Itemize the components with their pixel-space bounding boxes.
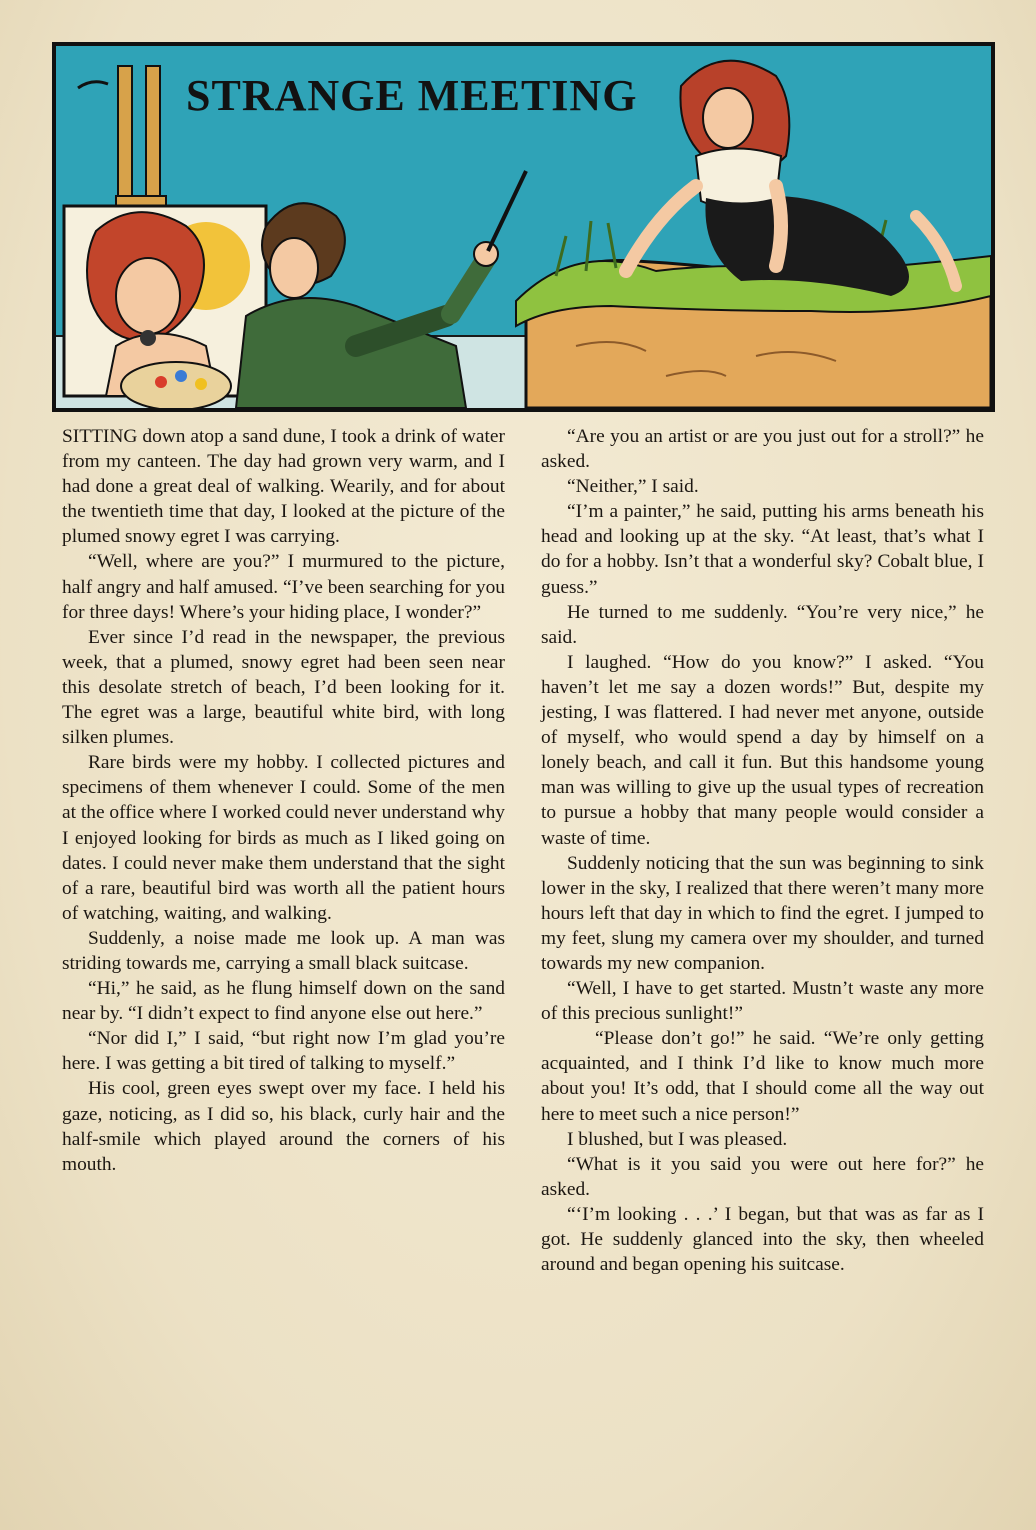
paragraph: “Nor did I,” I said, “but right now I’m glad you’re here. I was getting a bit tired of talking to myself.” xyxy=(62,1028,505,1075)
paragraph: Suddenly, a noise made me look up. A man was striding towards me, carrying a small black suitcase. xyxy=(62,927,505,974)
text-column-left xyxy=(62,424,505,1177)
paragraph: “Well, I have to get started. Mustn’t waste any more of this precious sunlight!” xyxy=(541,978,984,1025)
paragraph: “Neither,” I said. xyxy=(567,476,699,498)
paragraph: “Are you an artist or are you just out for a stroll?” he asked. xyxy=(541,426,984,473)
paragraph: “What is it you said you were out here for?” he asked. xyxy=(541,1153,984,1200)
paragraph: Ever since I’d read in the newspaper, the previous week, that a plumed, snowy egret had been seen near this desolate stretch of beach, I’d been looking for it. The egret was a large, beautiful white bird, with long silken plumes. xyxy=(62,626,505,749)
paragraph: “I’m a painter,” he said, putting his arms beneath his head and looking up at the sky. “At least, that’s what I do for a hobby. Isn’t that a wonderful sky? Cobalt blue, I guess.” xyxy=(541,501,984,598)
paragraph: His cool, green eyes swept over my face. I held his gaze, noticing, as I did so, his black, curly hair and the half-smile which played around the corners of his mouth. xyxy=(62,1078,505,1175)
text-column-right xyxy=(541,424,984,1277)
paragraph: He turned to me suddenly. “You’re very nice,” he said. xyxy=(541,601,984,648)
paragraph: “Hi,” he said, as he flung himself down on the sand near by. “I didn’t expect to find anyone else out here.” xyxy=(62,978,505,1025)
paragraph: I laughed. “How do you know?” I asked. “You haven’t let me say a dozen words!” But, despite my jesting, I was flattered. I had never met anyone, outside of myself, who would spend a day by himself on a lonely beach, and call it fun. But this handsome young man was willing to give up the usual types of recreation to pursue a hobby that many people would consider a waste of time. xyxy=(541,651,984,849)
title-panel xyxy=(52,42,995,412)
paragraph: I blushed, but I was pleased. xyxy=(567,1128,788,1150)
paragraph: Suddenly noticing that the sun was beginning to sink lower in the sky, I realized that there weren’t many more hours left that day in which to find the egret. I jumped to my feet, slung my camera over my shoulder, and turned towards my new companion. xyxy=(541,852,984,974)
story-title: STRANGE MEETING xyxy=(186,71,638,120)
paragraph: “Please don’t go!” he said. “We’re only getting acquainted, and I think I’d like to know much more about you! It’s odd, that I should come all the way out here to meet such a nice person!” xyxy=(541,1028,984,1125)
paragraph: “Well, where are you?” I murmured to the picture, half angry and half amused. “I’ve been searching for you for three days! Where’s your hiding place, I wonder?” xyxy=(62,551,505,623)
paragraph: Rare birds were my hobby. I collected pictures and specimens of them whenever I could. Some of the men at the office where I worked could never understand why I enjoyed looking for birds as much as I liked going on dates. I could never make them understand that the sight of a rare, beautiful bird was worth all the patient hours of watching, waiting, and walking. xyxy=(62,752,505,924)
paragraph-text: SITTING down atop a sand dune, I took a drink of water from my canteen. The day had grown very warm, and I had done a great deal of walking. Wearily, and for about the twentieth time that day, I looked at the picture of the plumed snowy egret I was carrying. xyxy=(62,426,505,548)
paragraph: “‘I’m looking . . .’ I began, but that was as far as I got. He suddenly glanced into the sky, then wheeled around and began opening his suitcase. xyxy=(541,1203,984,1276)
paragraph xyxy=(62,424,505,549)
